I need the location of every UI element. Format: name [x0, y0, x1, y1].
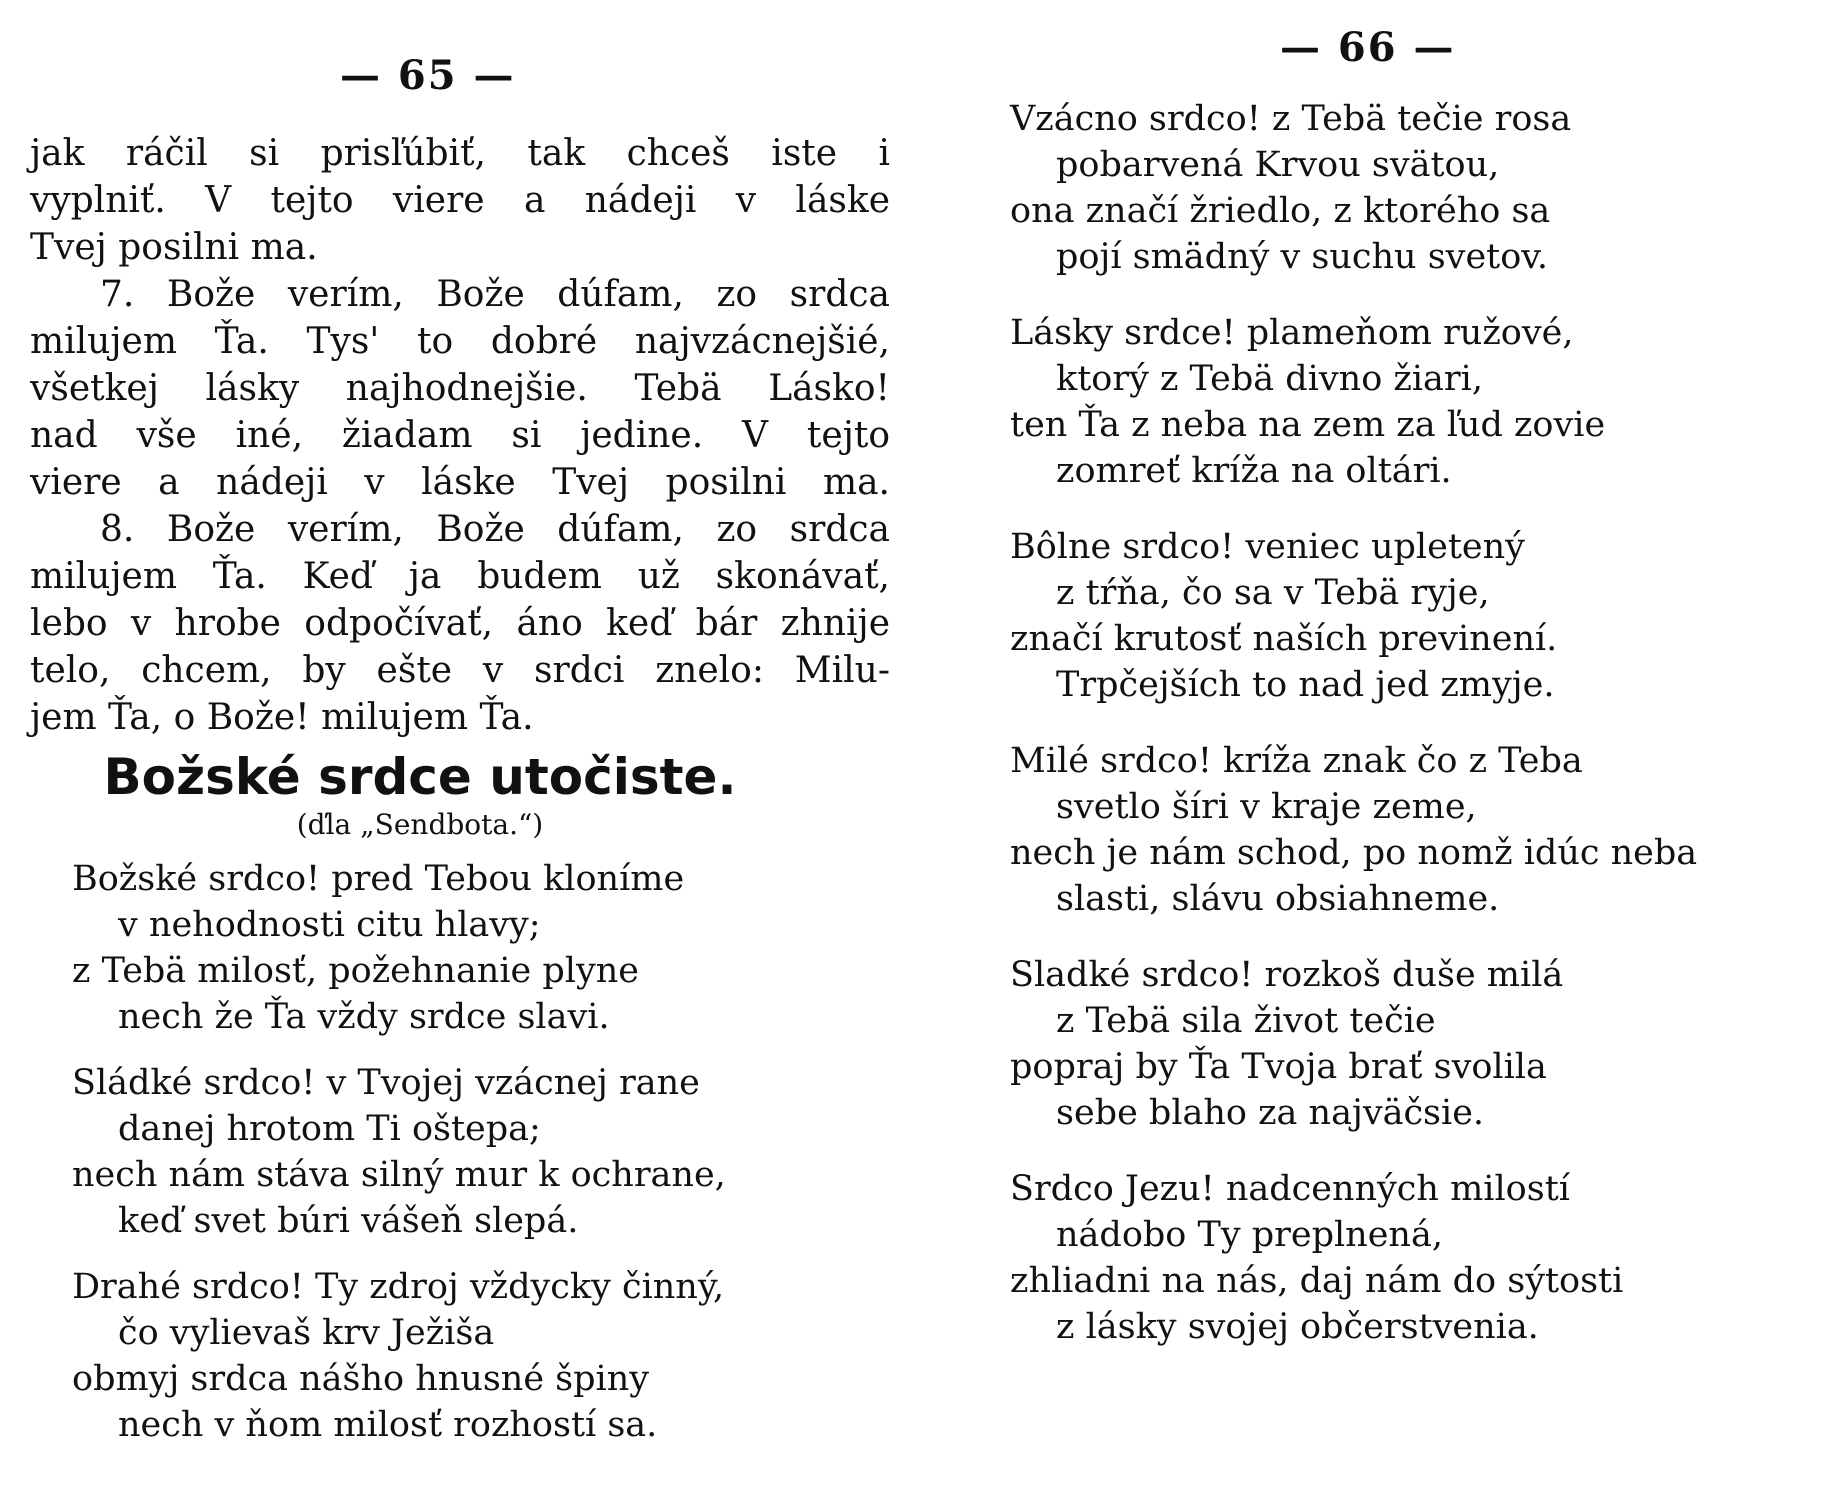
verse-line: svetlo šíri v kraje zeme,	[1056, 787, 1477, 827]
hymn-verses-right	[1010, 96, 1697, 1380]
stanza	[1010, 1166, 1697, 1350]
verse-line: Milé srdco! kríža znak čo z Teba	[1010, 741, 1583, 781]
verse-line: značí krutosť naších previnení.	[1010, 619, 1558, 659]
prose-line: jem Ťa, o Bože! milujem Ťa.	[30, 697, 534, 738]
prose-line: nad vše iné, žiadam si jedine. V tejto	[30, 415, 890, 456]
verse-line: v nehodnosti citu hlavy;	[118, 905, 541, 945]
verse-line: Sladké srdco! rozkoš duše milá	[1010, 955, 1564, 995]
prose-line: 7. Bože verím, Bože dúfam, zo srdca	[100, 274, 890, 315]
prose-line: lebo v hrobe odpočívať, áno keď bár zhnije	[30, 603, 890, 644]
verse-line: z tŕňa, čo sa v Tebä ryje,	[1056, 573, 1490, 613]
verse-line: ona značí žriedlo, z ktorého sa	[1010, 191, 1551, 231]
hymn-subtitle: (ďla „Sendbota.“)	[296, 808, 544, 841]
verse-line: Srdco Jezu! nadcenných milostí	[1010, 1169, 1570, 1209]
stanza	[72, 856, 726, 1040]
stanza	[72, 1060, 726, 1244]
verse-line: keď svet búri vášeň slepá.	[118, 1201, 579, 1241]
verse-line: nádobo Ty preplnená,	[1056, 1215, 1443, 1255]
verse-line: z lásky svojej občerstvenia.	[1056, 1307, 1539, 1347]
verse-line: Lásky srdce! plameňom ružové,	[1010, 313, 1574, 353]
verse-line: nech je nám schod, po nomž idúc neba	[1010, 833, 1698, 873]
verse-line: slasti, slávu obsiahneme.	[1056, 879, 1500, 919]
verse-line: obmyj srdca nášho hnusné špiny	[72, 1359, 650, 1399]
prose-line: 8. Bože verím, Bože dúfam, zo srdca	[100, 509, 890, 550]
prose-line: vyplniť. V tejto viere a nádeji v láske	[30, 180, 890, 221]
verse-line: pobarvená Krvou svätou,	[1056, 145, 1500, 185]
prose-line: viere a nádeji v láske Tvej posilni ma.	[30, 462, 890, 503]
stanza	[72, 1264, 726, 1448]
verse-line: nech že Ťa vždy srdce slavi.	[118, 997, 610, 1037]
left-page	[0, 0, 900, 1500]
verse-line: sebe blaho za najväčsie.	[1056, 1093, 1485, 1133]
stanza	[1010, 310, 1697, 494]
prose-line: milujem Ťa. Tys' to dobré najvzácnejšié,	[30, 321, 890, 362]
prose-line: jak ráčil si prisľúbiť, tak chceš iste i	[30, 133, 890, 174]
verse-line: ten Ťa z neba na zem za ľud zovie	[1010, 405, 1606, 445]
hymn-verses-left	[72, 856, 726, 1468]
verse-line: Božské srdco! pred Tebou kloníme	[72, 859, 685, 899]
verse-line: z Tebä sila život tečie	[1056, 1001, 1436, 1041]
prose-line: Tvej posilni ma.	[30, 227, 318, 268]
stanza	[1010, 524, 1697, 708]
page-number-right: — 66 —	[1280, 24, 1456, 71]
verse-line: zomreť kríža na oltári.	[1056, 451, 1452, 491]
prose-line: milujem Ťa. Keď ja budem už skonávať,	[30, 556, 890, 597]
verse-line: Vzácno srdco! z Tebä tečie rosa	[1010, 99, 1572, 139]
verse-line: zhliadni na nás, daj nám do sýtosti	[1010, 1261, 1624, 1301]
stanza	[1010, 738, 1697, 922]
verse-line: pojí smädný v suchu svetov.	[1056, 237, 1549, 277]
page-number-left: — 65 —	[340, 52, 516, 99]
verse-line: Sládké srdco! v Tvojej vzácnej rane	[72, 1063, 700, 1103]
verse-line: Bôlne srdco! veniec upletený	[1010, 527, 1525, 567]
verse-line: Drahé srdco! Ty zdroj vždycky činný,	[72, 1267, 725, 1307]
stanza	[1010, 96, 1697, 280]
verse-line: danej hrotom Ti oštepa;	[118, 1109, 541, 1149]
stanza	[1010, 952, 1697, 1136]
verse-line: z Tebä milosť, požehnanie plyne	[72, 951, 640, 991]
verse-line: ktorý z Tebä divno žiari,	[1056, 359, 1483, 399]
prayer-text	[30, 130, 890, 741]
prose-line: všetkej lásky najhodnejšie. Tebä Lásko!	[30, 368, 890, 409]
verse-line: nech v ňom milosť rozhostí sa.	[118, 1405, 658, 1445]
verse-line: popraj by Ťa Tvoja brať svolila	[1010, 1047, 1547, 1087]
right-page	[1010, 0, 1830, 1500]
hymn-title: Božské srdce utočiste.	[103, 748, 737, 806]
verse-line: Trpčejších to nad jed zmyje.	[1056, 665, 1555, 705]
verse-line: čo vylievaš krv Ježiša	[118, 1313, 495, 1353]
prose-line: telo, chcem, by ešte v srdci znelo: Milu-	[30, 650, 890, 691]
verse-line: nech nám stáva silný mur k ochrane,	[72, 1155, 726, 1195]
